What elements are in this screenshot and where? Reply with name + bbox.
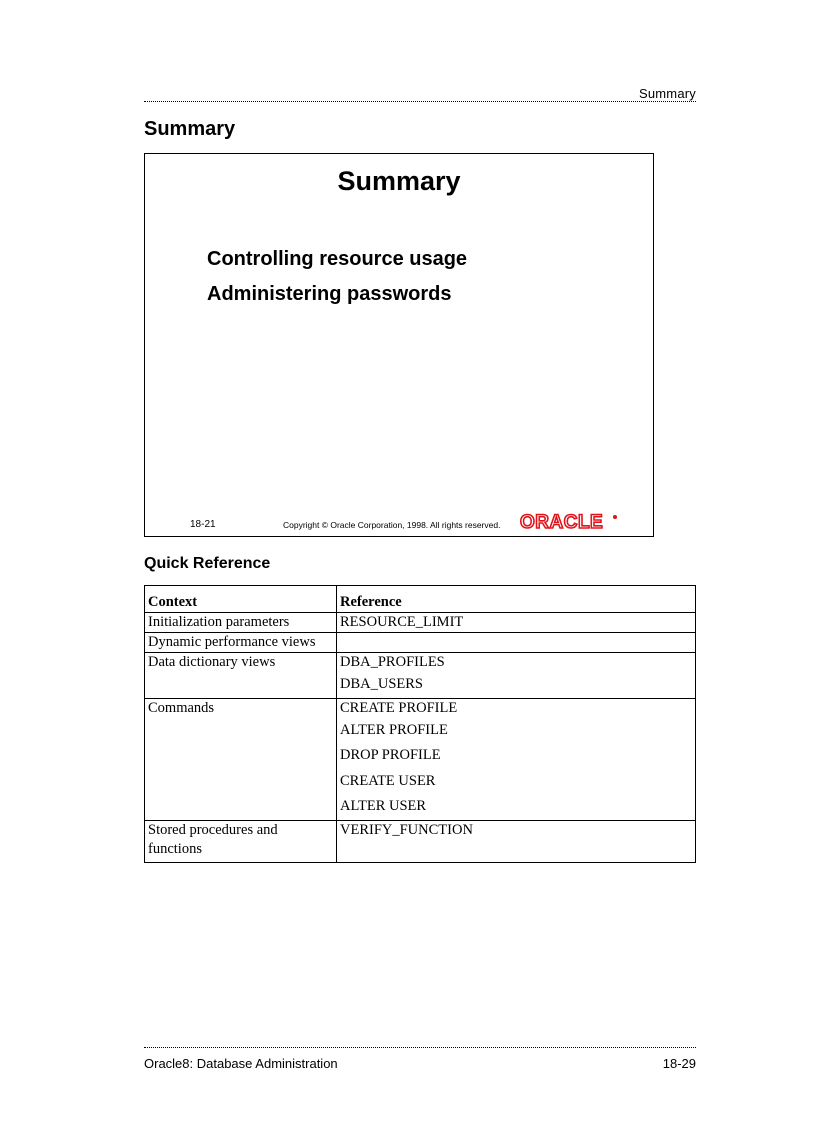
context-cell	[145, 820, 337, 862]
context-text: Stored procedures and functions	[148, 821, 278, 857]
table-header-row	[145, 586, 696, 613]
quick-reference-table	[144, 585, 696, 863]
header-dotted-rule	[144, 101, 696, 102]
reference-value: VERIFY_FUNCTION	[340, 821, 473, 838]
footer-book-title: Oracle8: Database Administration	[144, 1056, 338, 1071]
oracle-logo-text: ORACLE	[520, 512, 604, 532]
context-cell: Data dictionary views	[145, 653, 337, 699]
table-row	[145, 633, 696, 653]
column-header-reference: Reference	[337, 586, 696, 613]
column-header-context: Context	[145, 586, 337, 613]
section-title: Summary	[144, 118, 236, 140]
slide-bullet-list	[207, 242, 467, 312]
reference-cell	[337, 633, 696, 653]
oracle-logo-mark	[520, 512, 620, 532]
context-cell: Commands	[145, 698, 337, 820]
reference-value: CREATE USER	[340, 772, 436, 789]
reference-value: CREATE PROFILE	[340, 699, 458, 716]
reference-cell	[337, 820, 696, 862]
slide-copyright: Copyright © Oracle Corporation, 1998. All rights reserved.	[283, 520, 501, 530]
footer-page-number: 18-29	[662, 1056, 696, 1071]
slide-number: 18-21	[190, 519, 216, 530]
table-row	[145, 698, 696, 820]
slide-bullet: Administering passwords	[207, 283, 452, 305]
table-row	[145, 820, 696, 862]
table-row	[145, 653, 696, 699]
reference-value: RESOURCE_LIMIT	[340, 614, 464, 630]
slide-frame	[144, 153, 654, 537]
context-cell: Initialization parameters	[145, 613, 337, 633]
reference-value: DBA_PROFILES	[340, 654, 445, 670]
slide-title-text: Summary	[337, 166, 461, 196]
reference-value: DROP PROFILE	[340, 747, 441, 763]
reference-value: DBA_USERS	[340, 676, 423, 692]
slide-bullet: Controlling resource usage	[207, 248, 468, 270]
oracle-logo	[520, 512, 620, 537]
reference-cell	[337, 653, 696, 699]
running-head: Summary	[638, 86, 696, 101]
quick-reference-title: Quick Reference	[144, 555, 271, 572]
reference-cell	[337, 698, 696, 820]
reference-value: ALTER USER	[340, 798, 427, 814]
context-cell: Dynamic performance views	[145, 633, 337, 653]
oracle-logo-dot	[613, 515, 617, 519]
slide-title	[145, 166, 653, 197]
footer-dotted-rule	[144, 1047, 696, 1048]
table-row	[145, 613, 696, 633]
reference-value: ALTER PROFILE	[340, 721, 448, 738]
reference-cell	[337, 613, 696, 633]
